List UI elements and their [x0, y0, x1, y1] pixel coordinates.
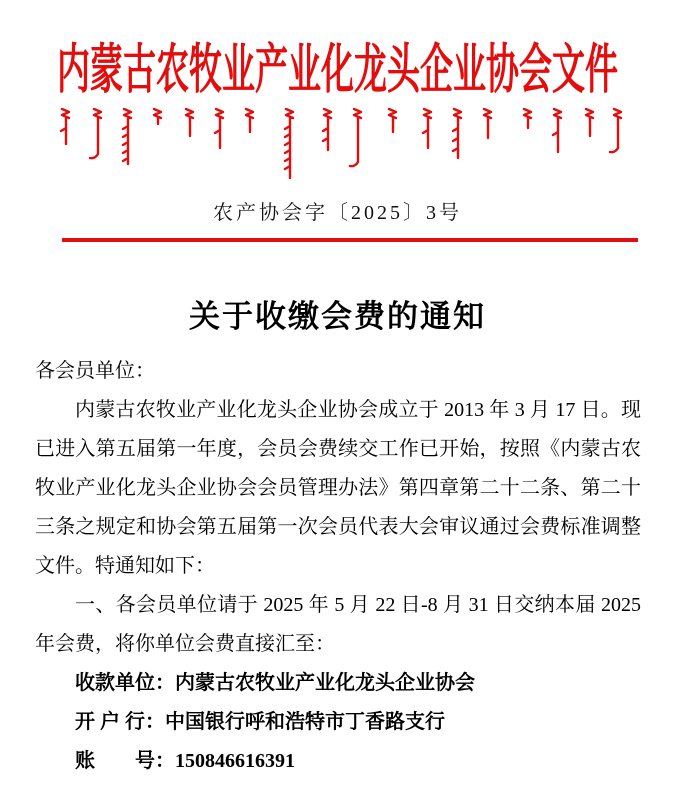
letterhead-divider [62, 238, 638, 242]
bank-line-account [35, 742, 641, 781]
bank-value: 中国银行呼和浩特市丁香路支行 [165, 711, 445, 733]
account-value: 150846616391 [175, 750, 295, 772]
letterhead-title: 内蒙古农牧业产业化龙头企业协会文件 [57, 42, 618, 101]
document-number: 农产协会字〔2025〕3号 [213, 202, 462, 224]
payee-value: 内蒙古农牧业产业化龙头企业协会 [175, 672, 475, 694]
body-paragraph-2: 一、各会员单位请于 2025 年 5 月 22 日-8 月 31 日交纳本届 2025 年会费，将你单位会费直接汇至： [35, 594, 641, 655]
account-label: 账 号： [75, 750, 175, 772]
body-paragraph-1: 内蒙古农牧业产业化龙头企业协会成立于 2013 年 3 月 17 日。现已进入第五届第一年度，会员会费续交工作已开始，按照《内蒙古农牧业产业化龙头企业协会会员管理办法》第四章第二十二条、第二十三条之规定和协会第五届第一次会员代表大会审议通过会费标准调整文件。特通知如下： [35, 399, 641, 577]
mongolian-script-banner-icon [58, 106, 626, 184]
payee-label: 收款单位： [75, 672, 175, 694]
salutation: 各会员单位： [35, 360, 155, 382]
bank-label: 开 户 行： [75, 711, 165, 733]
notice-title: 关于收缴会费的通知 [189, 299, 486, 334]
bank-line-payee [35, 664, 641, 703]
notice-body [35, 352, 641, 781]
bank-line-bank [35, 703, 641, 742]
